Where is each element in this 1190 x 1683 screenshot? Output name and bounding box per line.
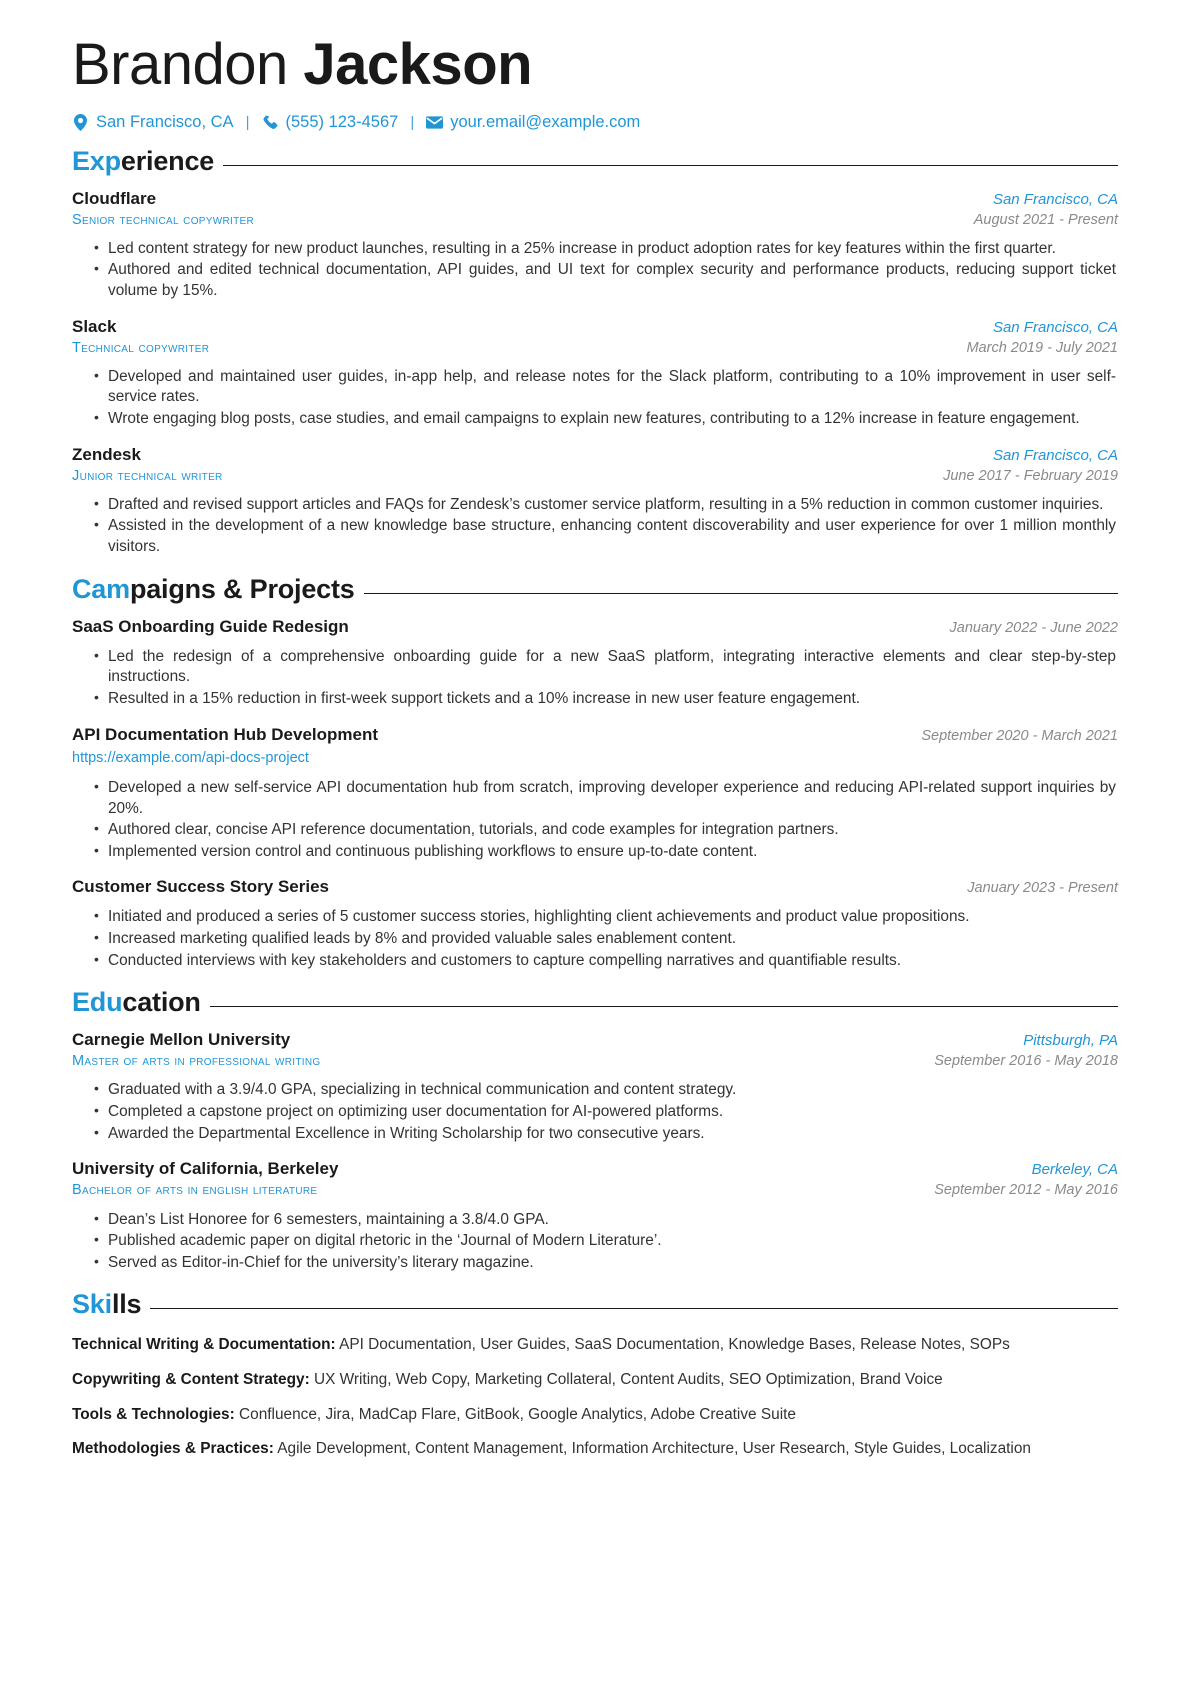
list-item: • Developed and maintained user guides, in-app help, and release notes for the Slack platform, contributing to a 10% improvement in user self-service rates.: [72, 367, 1118, 408]
section-title-campaigns: [72, 574, 355, 605]
bullet-list: [72, 239, 1118, 302]
entry-row: [72, 1051, 1118, 1072]
section-rule: [150, 1308, 1118, 1309]
list-item: • Drafted and revised support articles and FAQs for Zendesk’s customer service platform, resulting in a 5% reduction in common customer inquiries.: [72, 495, 1118, 516]
entry-location: Berkeley, CA: [1031, 1161, 1118, 1179]
entry-row: [72, 188, 1118, 210]
entry-dates: January 2023 - Present: [967, 880, 1118, 897]
entry-dates: August 2021 - Present: [973, 211, 1118, 228]
section-rule: [210, 1006, 1118, 1007]
list-item: • Initiated and produced a series of 5 customer success stories, highlighting client achievements and product value propositions.: [72, 907, 1118, 928]
section-rule: [364, 593, 1118, 594]
section-campaigns-projects: [72, 574, 1118, 972]
skill-row: [72, 1439, 1118, 1460]
resume-header: [72, 34, 1118, 132]
experience-entry-2: [72, 444, 1118, 558]
contact-email[interactable]: [426, 113, 640, 132]
entry-dates: September 2020 - March 2021: [921, 727, 1118, 744]
entry-row: [72, 724, 1118, 747]
entry-row: [72, 444, 1118, 466]
skill-row: [72, 1335, 1118, 1356]
phone-icon: [261, 114, 278, 131]
list-item: • Led content strategy for new product launches, resulting in a 25% increase in product adoption rates for key features within the first quarter.: [72, 239, 1118, 260]
list-item: • Assisted in the development of a new knowledge base structure, enhancing content discoverability and user experience for over 1 million monthly visitors.: [72, 516, 1118, 557]
section-title-rest: erience: [120, 145, 215, 176]
entry-dates: January 2022 - June 2022: [949, 619, 1118, 636]
list-item: • Authored clear, concise API reference documentation, tutorials, and code examples for integration partners.: [72, 820, 1118, 841]
entry-row: [72, 210, 1118, 231]
section-title-highlight: Cam: [72, 573, 130, 604]
contact-location: [72, 113, 234, 132]
entry-dates: March 2019 - July 2021: [966, 339, 1118, 356]
experience-entry-1: [72, 316, 1118, 430]
entry-location: San Francisco, CA: [992, 190, 1118, 208]
entry-dates: September 2016 - May 2018: [934, 1053, 1118, 1070]
page-title: [72, 34, 1118, 97]
entry-location: San Francisco, CA: [992, 446, 1118, 464]
bullet-list: [72, 647, 1118, 710]
entry-location: Pittsburgh, PA: [1023, 1032, 1118, 1050]
section-skills: [72, 1289, 1118, 1460]
section-header-skills: [72, 1289, 1118, 1320]
entry-row: [72, 876, 1118, 899]
project-entry-1: [72, 724, 1118, 863]
project-name: API Documentation Hub Development: [72, 724, 379, 744]
list-item: • Served as Editor-in-Chief for the university’s literary magazine.: [72, 1253, 1118, 1274]
entry-row: [72, 1029, 1118, 1051]
list-item: • Awarded the Departmental Excellence in Writing Scholarship for two consecutive years.: [72, 1124, 1118, 1145]
section-title-rest: paigns & Projects: [129, 573, 355, 604]
section-title-skills: [72, 1289, 141, 1320]
skill-category: Tools & Technologies:: [72, 1405, 235, 1423]
job-title: Technical copywriter: [72, 339, 210, 356]
skill-category: Technical Writing & Documentation:: [72, 1336, 336, 1354]
education-entry-1: [72, 1158, 1118, 1273]
email-text: your.email@example.com: [450, 112, 641, 131]
skill-values: UX Writing, Web Copy, Marketing Collateral, Content Audits, SEO Optimization, Brand Voice: [309, 1371, 943, 1389]
bullet-list: [72, 1080, 1118, 1144]
degree-title: Bachelor of arts in english literature: [72, 1182, 318, 1199]
section-header-education: [72, 987, 1118, 1018]
phone-text: (555) 123-4567: [285, 112, 399, 131]
section-title-highlight: Ski: [72, 1289, 112, 1320]
section-title-rest: lls: [111, 1289, 142, 1320]
section-experience: [72, 146, 1118, 558]
skill-category: Copywriting & Content Strategy:: [72, 1371, 310, 1389]
project-name: Customer Success Story Series: [72, 877, 330, 897]
experience-entry-0: [72, 188, 1118, 302]
entry-row: [72, 1180, 1118, 1201]
skill-values: API Documentation, User Guides, SaaS Documentation, Knowledge Bases, Release Notes, SOPs: [335, 1336, 1010, 1354]
list-item: • Developed a new self-service API documentation hub from scratch, improving developer experience and reducing API-related support inquiries by 20%.: [72, 778, 1118, 819]
bullet-list: [72, 1210, 1118, 1274]
section-title-rest: cation: [122, 987, 201, 1018]
entry-row: [72, 338, 1118, 359]
entry-dates: September 2012 - May 2016: [934, 1182, 1118, 1199]
skill-row: [72, 1405, 1118, 1426]
contact-line: [72, 113, 1118, 132]
job-title: Junior technical writer: [72, 467, 223, 484]
project-entry-2: [72, 876, 1118, 971]
skill-values: Agile Development, Content Management, Information Architecture, User Research, Style Guides, Localization: [273, 1440, 1031, 1458]
section-header-campaigns: [72, 574, 1118, 605]
list-item: • Conducted interviews with key stakeholders and customers to capture compelling narratives and quantifiable results.: [72, 951, 1118, 972]
project-name: SaaS Onboarding Guide Redesign: [72, 616, 349, 636]
organization-name: Slack: [72, 316, 117, 336]
list-item: • Increased marketing qualified leads by 8% and provided valuable sales enablement content.: [72, 929, 1118, 950]
organization-name: Zendesk: [72, 444, 141, 464]
entry-row: [72, 466, 1118, 487]
education-entry-0: [72, 1029, 1118, 1144]
entry-row: [72, 1158, 1118, 1180]
list-item: • Resulted in a 15% reduction in first-week support tickets and a 10% increase in new user feature engagement.: [72, 689, 1118, 710]
bullet-list: [72, 907, 1118, 971]
list-item: • Graduated with a 3.9/4.0 GPA, specializing in technical communication and content strategy.: [72, 1080, 1118, 1101]
section-title-experience: [72, 146, 214, 177]
list-item: • Implemented version control and continuous publishing workflows to ensure up-to-date content.: [72, 842, 1118, 863]
last-name: Jackson: [303, 32, 533, 97]
list-item: • Completed a capstone project on optimizing user documentation for AI-powered platforms.: [72, 1102, 1118, 1123]
entry-row: [72, 316, 1118, 338]
list-item: • Dean’s List Honoree for 6 semesters, maintaining a 3.8/4.0 GPA.: [72, 1210, 1118, 1231]
contact-separator-2: |: [410, 113, 415, 131]
contact-phone[interactable]: [261, 113, 398, 132]
map-pin-icon: [72, 114, 89, 131]
contact-separator-1: |: [245, 113, 250, 131]
skill-row: [72, 1370, 1118, 1391]
section-title-highlight: Edu: [72, 987, 123, 1018]
organization-name: Cloudflare: [72, 188, 157, 208]
job-title: Senior technical copywriter: [72, 211, 254, 228]
section-education: [72, 987, 1118, 1273]
list-item: • Wrote engaging blog posts, case studies, and email campaigns to explain new features, contributing to a 12% increase in feature engagement.: [72, 409, 1118, 430]
location-text: San Francisco, CA: [96, 112, 234, 131]
entry-dates: June 2017 - February 2019: [943, 467, 1118, 484]
entry-row: [72, 616, 1118, 639]
section-title-highlight: Exp: [72, 145, 121, 176]
skill-values: Confluence, Jira, MadCap Flare, GitBook, Google Analytics, Adobe Creative Suite: [234, 1405, 796, 1423]
section-header-experience: [72, 146, 1118, 177]
degree-title: Master of arts in professional writing: [72, 1053, 321, 1070]
envelope-icon: [426, 114, 443, 131]
list-item: • Led the redesign of a comprehensive onboarding guide for a new SaaS platform, integrating interactive elements and clear step-by-step instructions.: [72, 647, 1118, 688]
first-name: Brandon: [72, 32, 304, 97]
entry-location: San Francisco, CA: [992, 318, 1118, 336]
skill-category: Methodologies & Practices:: [72, 1440, 274, 1458]
school-name: University of California, Berkeley: [72, 1159, 339, 1179]
section-title-education: [72, 987, 201, 1018]
section-rule: [223, 165, 1118, 166]
project-entry-0: [72, 616, 1118, 710]
bullet-list: [72, 367, 1118, 430]
project-url-link[interactable]: https://example.com/api-docs-project: [72, 749, 309, 766]
list-item: • Published academic paper on digital rhetoric in the ‘Journal of Modern Literature’.: [72, 1231, 1118, 1252]
school-name: Carnegie Mellon University: [72, 1030, 291, 1050]
bullet-list: [72, 495, 1118, 558]
list-item: • Authored and edited technical documentation, API guides, and UI text for complex security and performance products, reducing support ticket volume by 15%.: [72, 260, 1118, 301]
bullet-list: [72, 778, 1118, 863]
